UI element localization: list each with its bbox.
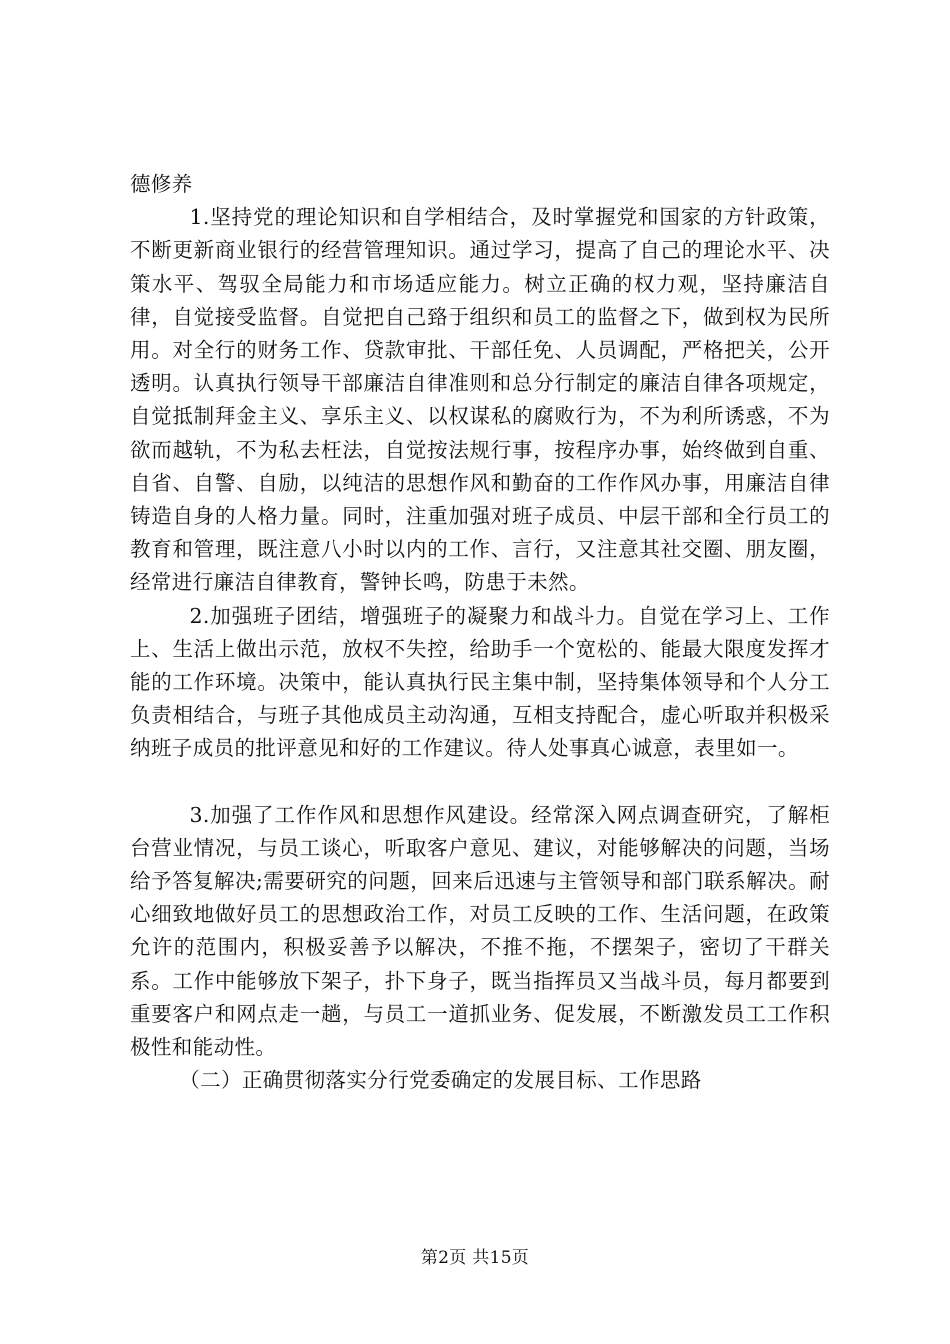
paragraph-continuation: 德修养 (130, 172, 193, 196)
document-body (130, 168, 830, 1097)
paragraph-item-3: 3.加强了工作作风和思想作风建设。经常深入网点调查研究，了解柜台营业情况，与员工谈心，听取客户意见、建议，对能够解决的问题，当场给予答复解决;需要研究的问题，回来后迅速与主管领导和部门联系解决。耐心细致地做好员工的思想政治工作，对员工反映的工作、生活问题，在政策允许的范围内，积极妥善予以解决，不推不拖，不摆架子，密切了干群关系。工作中能够放下架子，扑下身子，既当指挥员又当战斗员，每月都要到重要客户和网点走一趟，与员工一道抓业务、促发展，不断激发员工工作积极性和能动性。 (130, 802, 830, 1060)
page-number-footer: 第2页 共15页 (420, 1248, 530, 1268)
paragraph-item-2: 2.加强班子团结，增强班子的凝聚力和战斗力。自觉在学习上、工作上、生活上做出示范，放权不失控，给助手一个宽松的、能最大限度发挥才能的工作环境。决策中，能认真执行民主集中制，坚持集体领导和个人分工负责相结合，与班子其他成员主动沟通，互相支持配合，虚心听取并积极采纳班子成员的批评意见和好的工作建议。待人处事真心诚意，表里如一。 (130, 603, 830, 761)
section-heading-2: （二）正确贯彻落实分行党委确定的发展目标、工作思路 (179, 1068, 702, 1093)
paragraph-item-1: 1.坚持党的理论知识和自学相结合，及时掌握党和国家的方针政策，不断更新商业银行的经营管理知识。通过学习，提高了自己的理论水平、决策水平、驾驭全局能力和市场适应能力。树立正确的权力观，坚持廉洁自律，自觉接受监督。自觉把自己臵于组织和员工的监督之下，做到权为民所用。对全行的财务工作、贷款审批、干部任免、人员调配，严格把关，公开透明。认真执行领导干部廉洁自律准则和总分行制定的廉洁自律各项规定，自觉抵制拜金主义、享乐主义、以权谋私的腐败行为，不为利所诱惑，不为欲而越轨，不为私去枉法，自觉按法规行事，按程序办事，始终做到自重、自省、自警、自励，以纯洁的思想作风和勤奋的工作作风办事，用廉洁自律铸造自身的人格力量。同时，注重加强对班子成员、中层干部和全行员工的教育和管理，既注意八小时以内的工作、言行，又注意其社交圈、朋友圈，经常进行廉洁自律教育，警钟长鸣，防患于未然。 (130, 205, 830, 595)
